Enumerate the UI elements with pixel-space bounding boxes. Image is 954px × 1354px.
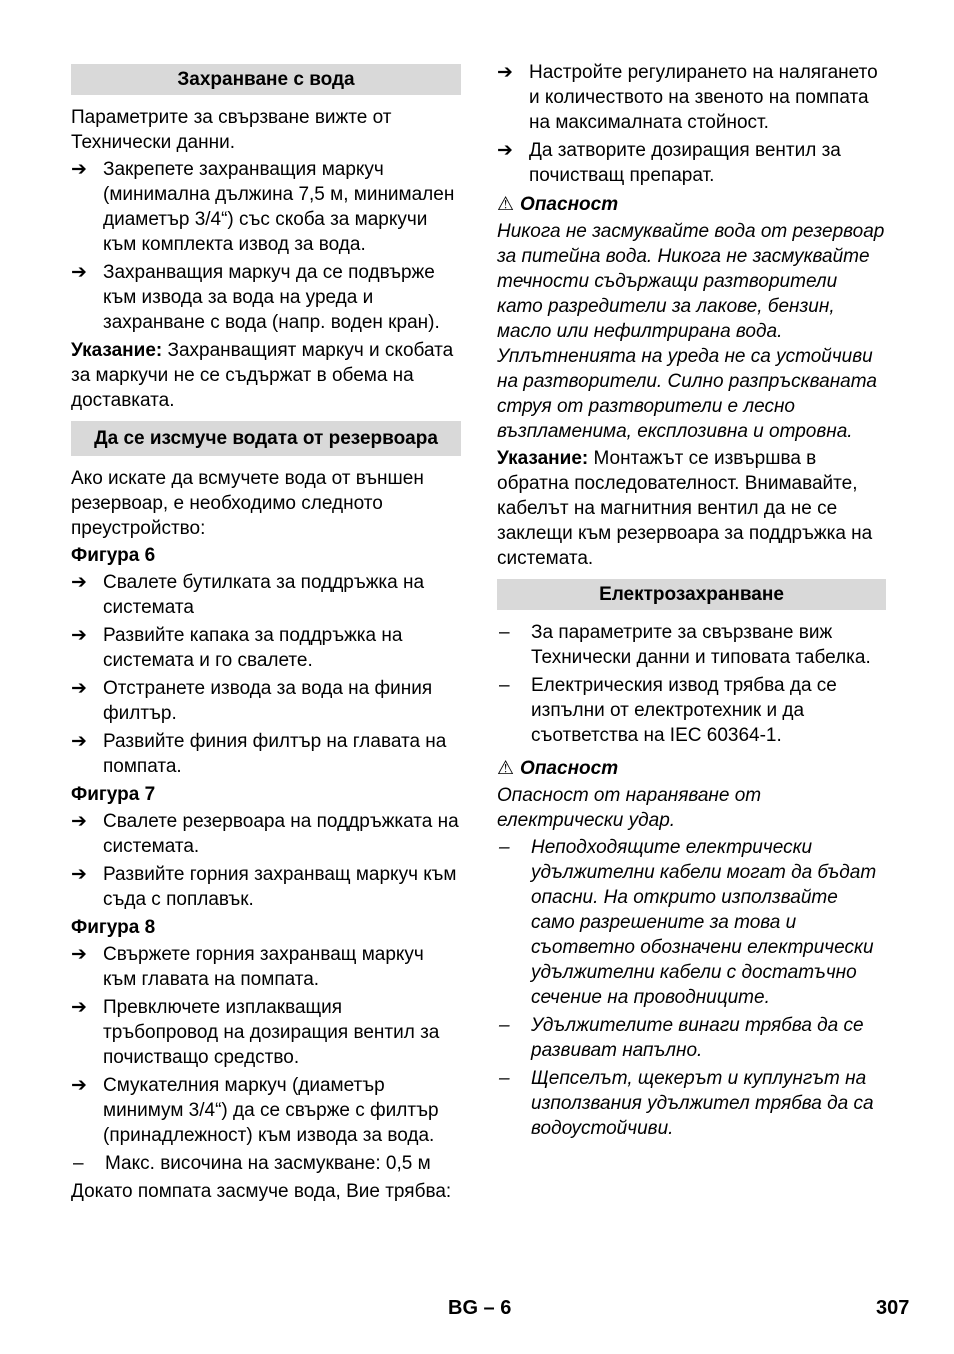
- dash-item: – Електрическия извод трябва да се изпълни от електротехник и да съответства на IEC 60364-1.: [499, 675, 837, 746]
- footer-page-number: 307: [876, 1297, 910, 1319]
- step-item: ➔ Свържете горния захранващ маркуч към главата на помпата.: [71, 944, 424, 990]
- dash-item: – Макс. височина на засмукване: 0,5 м: [73, 1153, 431, 1174]
- note-mounting: Указание: Монтажът се извършва в обратна последователност. Внимавайте, кабелът на магнитния вентил да не се заклещи към резервоара за поддръжка на системата.: [497, 448, 873, 569]
- intro-water-supply: Параметрите за свързване вижте от Технически данни.: [71, 107, 392, 153]
- arrow-right-icon: ➔: [71, 997, 87, 1018]
- section-heading-power-supply: Електрозахранване: [497, 579, 886, 610]
- dash-item: – Неподходящите електрически удължителни кабели могат да бъдат опасни. На открито използвайте само разрешените за това и съответно обозначени електрически удължителни кабели с достатъчно сечение на проводниците.: [499, 837, 877, 1008]
- arrow-right-icon: ➔: [71, 811, 87, 832]
- note-water-supply: Указание: Захранващият маркуч и скобата за маркучи не се съдържат в обема на доставката.: [71, 340, 454, 411]
- dash-bullet: –: [499, 622, 510, 643]
- dash-bullet: –: [499, 1015, 510, 1036]
- step-item: ➔ Настройте регулирането на налягането и количеството на звеното на помпата на максималната стойност.: [497, 62, 878, 133]
- outro-text: Докато помпата засмуче вода, Вие трябва:: [71, 1181, 452, 1202]
- step-item: ➔ Захранващия маркуч да се подвържe към извода за вода на уреда и захранване с вода (напр. воден кран).: [71, 262, 440, 333]
- arrow-right-icon: ➔: [71, 262, 87, 283]
- step-item: ➔ Свалете бутилката за поддръжка на системата: [71, 572, 425, 618]
- step-item: ➔ Свалете резервоара на поддръжката на системата.: [71, 811, 459, 857]
- section-heading-water-supply: Захранване с вода: [71, 64, 461, 95]
- dash-item: – Удължителите винаги трябва да се развиват напълно.: [499, 1015, 864, 1061]
- step-item: ➔ Да затворите дозиращия вентил за почистващ препарат.: [497, 140, 841, 186]
- arrow-right-icon: ➔: [71, 159, 87, 180]
- intro-tank-suction: Ако искате да всмучете вода от външен резервоар, е необходимо следното преустройство:: [71, 468, 424, 539]
- dash-item: – Щепселът, щекерът и куплунгът на използвания удължител трябва да са водоустойчиви.: [499, 1068, 874, 1139]
- left-column: [71, 60, 461, 1206]
- arrow-right-icon: ➔: [71, 731, 87, 752]
- step-item: ➔ Смукателния маркуч (диаметър минимум 3/4“) да се свърже с филтър (принадлежност) към извода за вода.: [71, 1075, 439, 1146]
- arrow-right-icon: ➔: [71, 1075, 87, 1096]
- danger-text: Опасност от нараняване от електрически удар.: [497, 785, 762, 831]
- dash-bullet: –: [499, 675, 510, 696]
- figure-label: Фигура 8: [71, 917, 156, 938]
- danger-text: Никога не засмуквайте вода от резервоар за питейна вода. Никога не засмуквайте течности съдържащи разтворители като разредители за лакове, бензин, масло или нефилтрирана вода. Уплътненията на уреда не са устойчиви на разтворители. Силно разпръскваната струя от разтворители е лесно възпламенима, експлозивна и отровна.: [497, 221, 885, 442]
- figure-label: Фигура 6: [71, 545, 156, 566]
- danger-heading: ⚠ Опасност: [497, 194, 619, 215]
- dash-item: – За параметрите за свързване виж Технически данни и типовата табелка.: [499, 622, 871, 668]
- dash-bullet: –: [499, 1068, 510, 1089]
- arrow-right-icon: ➔: [71, 625, 87, 646]
- dash-bullet: –: [499, 837, 510, 858]
- arrow-right-icon: ➔: [71, 864, 87, 885]
- step-item: ➔ Развийте горния захранващ маркуч към съда с поплавък.: [71, 864, 457, 910]
- step-item: ➔ Отстранете извода за вода на финия филтър.: [71, 678, 433, 724]
- arrow-right-icon: ➔: [71, 678, 87, 699]
- arrow-right-icon: ➔: [497, 62, 513, 83]
- warning-triangle-icon: ⚠: [497, 194, 515, 215]
- warning-triangle-icon: ⚠: [497, 758, 515, 779]
- step-item: ➔ Закрепете захранващия маркуч (минимална дължина 7,5 м, минимален диаметър 3/4“) със скоба за маркучи към комплекта извод за вода.: [71, 159, 455, 255]
- right-column: [497, 60, 886, 1144]
- dash-bullet: –: [73, 1153, 84, 1174]
- footer-section-label: BG – 6: [448, 1297, 512, 1319]
- arrow-right-icon: ➔: [71, 572, 87, 593]
- section-heading-tank-suction: Да се изсмуче водата от резервоара: [71, 421, 461, 456]
- danger-heading: ⚠ Опасност: [497, 758, 619, 779]
- arrow-right-icon: ➔: [71, 944, 87, 965]
- step-item: ➔ Превключете изплакващия тръбопровод на дозиращия вентил за почистващо средство.: [71, 997, 440, 1068]
- figure-label: Фигура 7: [71, 784, 156, 805]
- step-item: ➔ Развийте финия филтър на главата на помпата.: [71, 731, 447, 777]
- step-item: ➔ Развийте капака за поддръжка на системата и го свалете.: [71, 625, 403, 671]
- arrow-right-icon: ➔: [497, 140, 513, 161]
